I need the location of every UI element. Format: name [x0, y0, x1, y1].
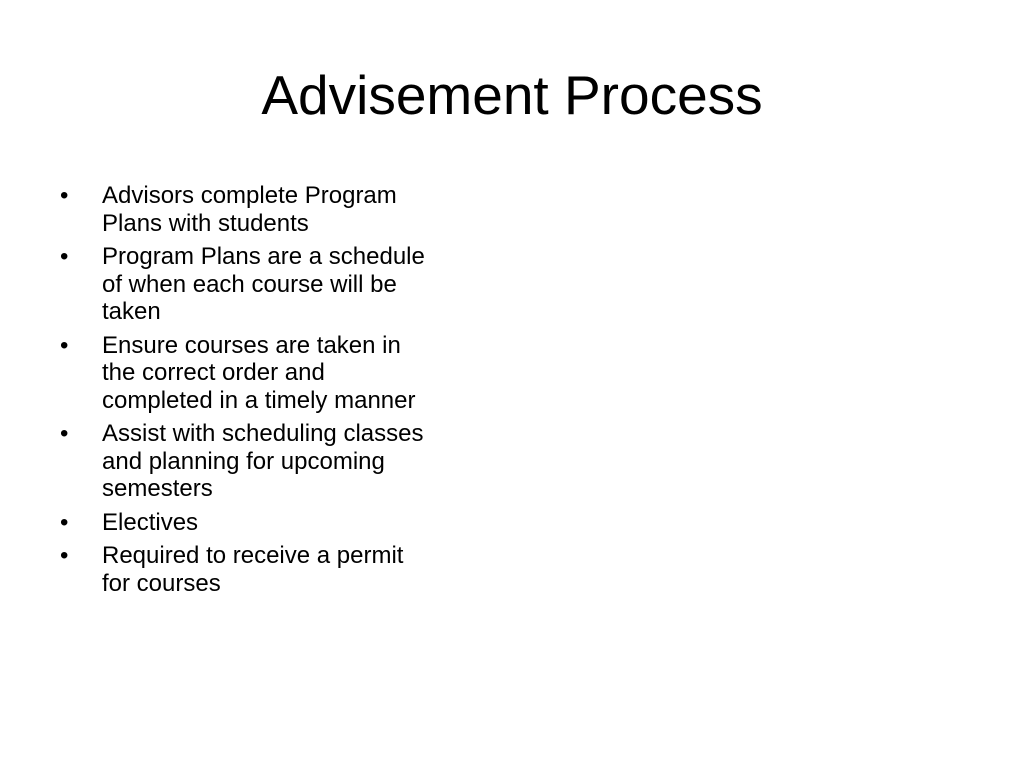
- bullet-icon: •: [60, 243, 69, 270]
- list-item: [58, 182, 498, 237]
- bullet-icon: •: [60, 182, 69, 209]
- list-item: [58, 332, 498, 415]
- list-item: [58, 420, 498, 503]
- bullet-text: Advisors complete Program Plans with students: [102, 182, 397, 237]
- list-item: [58, 509, 498, 537]
- bullet-text: Electives: [102, 508, 199, 536]
- bullet-icon: •: [60, 542, 69, 569]
- list-item: [58, 243, 498, 326]
- slide-title: Advisement Process: [261, 64, 763, 126]
- bullet-icon: •: [60, 331, 69, 359]
- list-item: [58, 542, 498, 597]
- bullet-text: Ensure courses are taken in the correct order and completed in a timely manner: [102, 331, 416, 414]
- bullet-text: Required to receive a permit for courses: [102, 542, 404, 597]
- bullet-list: [58, 182, 498, 603]
- bullet-text: Program Plans are a schedule of when each course will be taken: [102, 243, 425, 325]
- bullet-icon: •: [60, 420, 69, 447]
- bullet-text: Assist with scheduling classes and planning for upcoming semesters: [102, 420, 424, 502]
- bullet-icon: •: [60, 508, 69, 536]
